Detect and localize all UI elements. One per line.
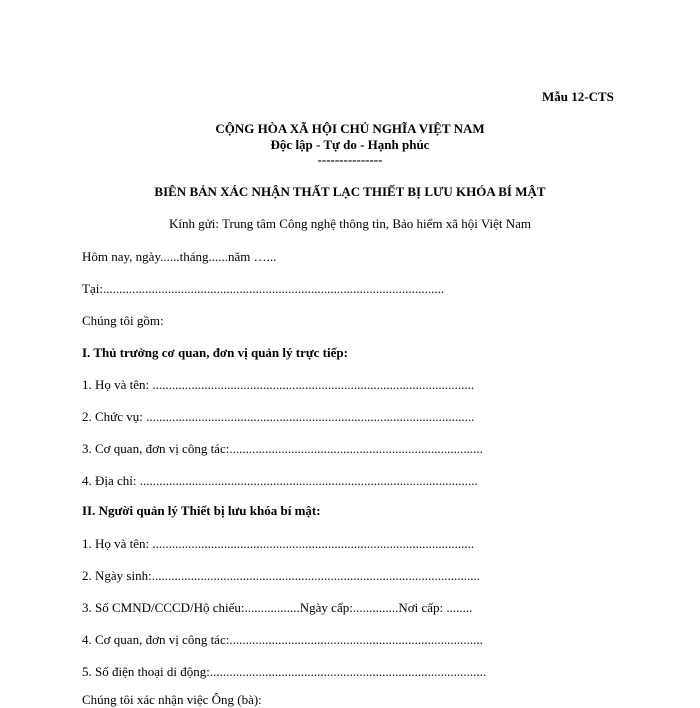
section-1-field-address: 4. Địa chỉ: ........................................................................................................: [82, 473, 478, 488]
section-1-heading: I. Thủ trưởng cơ quan, đơn vị quản lý trực tiếp:: [82, 345, 348, 360]
date-line: Hôm nay, ngày......tháng......năm …...: [82, 249, 277, 264]
place-line: Tại:.........................................................................................................: [82, 281, 445, 296]
header-separator: ---------------: [317, 152, 383, 167]
motto: Độc lập - Tự do - Hạnh phúc: [270, 137, 430, 152]
section-2-field-agency: 4. Cơ quan, đơn vị công tác:..............................................................................: [82, 632, 483, 647]
section-2-field-birthdate: 2. Ngày sinh:.....................................................................................................: [82, 568, 480, 583]
closing-line: Chúng tôi xác nhận việc Ông (bà):: [82, 692, 262, 707]
nation-header: CỘNG HÒA XÃ HỘI CHỦ NGHĨA VIỆT NAM: [215, 121, 485, 136]
form-number: Mẫu 12-CTS: [542, 89, 614, 104]
section-1-field-name: 1. Họ và tên: ...................................................................................................: [82, 377, 475, 392]
we-include-line: Chúng tôi gồm:: [82, 313, 164, 328]
section-2-field-id: 3. Số CMND/CCCD/Hộ chiếu:.................Ngày cấp:..............Nơi cấp: ........: [82, 600, 473, 615]
section-1-field-agency: 3. Cơ quan, đơn vị công tác:..............................................................................: [82, 441, 483, 456]
document-title: BIÊN BẢN XÁC NHẬN THẤT LẠC THIẾT BỊ LƯU KHÓA BÍ MẬT: [154, 184, 546, 199]
section-1-field-position: 2. Chức vụ: .....................................................................................................: [82, 409, 475, 424]
section-2-heading: II. Người quản lý Thiết bị lưu khóa bí mật:: [82, 503, 321, 518]
recipient-line: Kính gửi: Trung tâm Công nghệ thông tin, Bảo hiểm xã hội Việt Nam: [168, 216, 532, 231]
section-2-field-phone: 5. Số điện thoại di động:.....................................................................................: [82, 664, 487, 679]
section-2-field-name: 1. Họ và tên: ...................................................................................................: [82, 536, 475, 551]
